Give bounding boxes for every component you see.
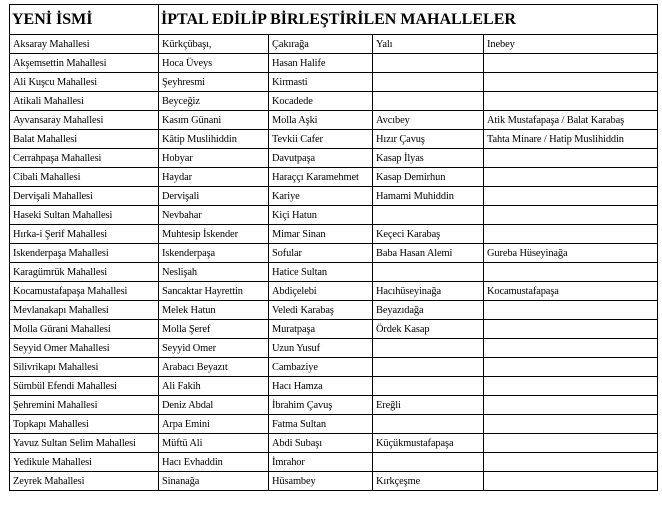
merged-cell-2: Molla Aşki (269, 111, 373, 130)
merged-cell-4: Inebey (484, 35, 658, 54)
new-name-cell: Iskenderpaşa Mahallesi (10, 244, 159, 263)
new-name-cell: Seyyid Omer Mahallesi (10, 339, 159, 358)
header-merged-neighborhoods: İPTAL EDİLİP BİRLEŞTİRİLEN MAHALLELER (159, 5, 658, 35)
table-row (10, 130, 658, 149)
header-row (10, 5, 658, 35)
table-row (10, 263, 658, 282)
merged-cell-3: Baba Hasan Alemi (373, 244, 484, 263)
merged-cell-3 (373, 453, 484, 472)
new-name-cell: Atikali Mahallesi (10, 92, 159, 111)
new-name-cell: Sümbül Efendi Mahallesi (10, 377, 159, 396)
merged-cell-4: Gureba Hüseyinağa (484, 244, 658, 263)
merged-cell-2: Cambaziye (269, 358, 373, 377)
merged-cell-1: Arabacı Beyazıt (159, 358, 269, 377)
table-row (10, 282, 658, 301)
table-row (10, 225, 658, 244)
merged-cell-3: Yalı (373, 35, 484, 54)
new-name-cell: Cerrahpaşa Mahallesi (10, 149, 159, 168)
merged-cell-1: Müftü Ali (159, 434, 269, 453)
merged-cell-1: Iskenderpaşa (159, 244, 269, 263)
merged-cell-4 (484, 54, 658, 73)
merged-cell-2: Davutpaşa (269, 149, 373, 168)
merged-cell-4 (484, 339, 658, 358)
merged-cell-4: Kocamustafapaşa (484, 282, 658, 301)
table-row (10, 320, 658, 339)
merged-cell-3: Ereğli (373, 396, 484, 415)
merged-cell-2: Sofular (269, 244, 373, 263)
table-row (10, 358, 658, 377)
neighborhood-merge-table (9, 4, 658, 491)
new-name-cell: Ayvansaray Mahallesi (10, 111, 159, 130)
merged-cell-3: Kasap Demirhun (373, 168, 484, 187)
table-row (10, 472, 658, 491)
header-new-name: YENİ İSMİ (10, 5, 159, 35)
merged-cell-2: Kirmasti (269, 73, 373, 92)
merged-cell-2: Haraççı Karamehmet (269, 168, 373, 187)
merged-cell-1: Molla Şeref (159, 320, 269, 339)
merged-cell-4 (484, 320, 658, 339)
table-row (10, 187, 658, 206)
merged-cell-1: Kâtip Muslihiddin (159, 130, 269, 149)
merged-cell-4 (484, 358, 658, 377)
merged-cell-3: Avcıbey (373, 111, 484, 130)
merged-cell-1: Neslişah (159, 263, 269, 282)
merged-cell-4 (484, 453, 658, 472)
new-name-cell: Cibali Mahallesi (10, 168, 159, 187)
new-name-cell: Yavuz Sultan Selim Mahallesi (10, 434, 159, 453)
new-name-cell: Ali Kuşcu Mahallesi (10, 73, 159, 92)
new-name-cell: Karagümrük Mahallesi (10, 263, 159, 282)
merged-cell-3: Kırkçeşme (373, 472, 484, 491)
merged-cell-4 (484, 472, 658, 491)
merged-cell-4 (484, 434, 658, 453)
merged-cell-4 (484, 73, 658, 92)
merged-cell-1: Nevbahar (159, 206, 269, 225)
new-name-cell: Şehremini Mahallesi (10, 396, 159, 415)
merged-cell-4 (484, 225, 658, 244)
table-row (10, 149, 658, 168)
new-name-cell: Aksaray Mahallesi (10, 35, 159, 54)
merged-cell-1: Hacı Evhaddin (159, 453, 269, 472)
merged-cell-4: Tahta Minare / Hatip Muslihiddin (484, 130, 658, 149)
merged-cell-3: Hamami Muhiddin (373, 187, 484, 206)
merged-cell-2: Tevkii Cafer (269, 130, 373, 149)
merged-cell-1: Deniz Abdal (159, 396, 269, 415)
merged-cell-2: İbrahim Çavuş (269, 396, 373, 415)
new-name-cell: Zeyrek Mahallesi (10, 472, 159, 491)
new-name-cell: Balat Mahallesi (10, 130, 159, 149)
merged-cell-3 (373, 54, 484, 73)
new-name-cell: Dervişali Mahallesi (10, 187, 159, 206)
merged-cell-4 (484, 415, 658, 434)
table-row (10, 339, 658, 358)
merged-cell-1: Sinanağa (159, 472, 269, 491)
table-row (10, 206, 658, 225)
merged-cell-1: Muhtesip İskender (159, 225, 269, 244)
merged-cell-3 (373, 339, 484, 358)
merged-cell-1: Kasım Günani (159, 111, 269, 130)
table-row (10, 35, 658, 54)
new-name-cell: Mevlanakapı Mahallesi (10, 301, 159, 320)
merged-cell-1: Sancaktar Hayrettin (159, 282, 269, 301)
new-name-cell: Topkapı Mahallesi (10, 415, 159, 434)
new-name-cell: Kocamustafapaşa Mahallesi (10, 282, 159, 301)
merged-cell-1: Melek Hatun (159, 301, 269, 320)
table-body (10, 35, 658, 491)
table-row (10, 244, 658, 263)
new-name-cell: Silivrikapı Mahallesi (10, 358, 159, 377)
new-name-cell: Akşemsettin Mahallesi (10, 54, 159, 73)
merged-cell-4 (484, 396, 658, 415)
merged-cell-4 (484, 149, 658, 168)
table-row (10, 301, 658, 320)
merged-cell-3: Keçeci Karabaş (373, 225, 484, 244)
merged-cell-1: Beyceğiz (159, 92, 269, 111)
merged-cell-2: Veledi Karabaş (269, 301, 373, 320)
table-header (10, 5, 658, 35)
merged-cell-4 (484, 377, 658, 396)
table-row (10, 377, 658, 396)
table-row (10, 54, 658, 73)
merged-cell-3: Kasap İlyas (373, 149, 484, 168)
merged-cell-3: Ördek Kasap (373, 320, 484, 339)
merged-cell-2: Çakırağa (269, 35, 373, 54)
merged-cell-2: Kariye (269, 187, 373, 206)
new-name-cell: Molla Gürani Mahallesi (10, 320, 159, 339)
merged-cell-2: Hatice Sultan (269, 263, 373, 282)
merged-cell-1: Şeyhresmi (159, 73, 269, 92)
merged-cell-1: Dervişali (159, 187, 269, 206)
merged-cell-3 (373, 92, 484, 111)
merged-cell-3: Hızır Çavuş (373, 130, 484, 149)
merged-cell-3 (373, 206, 484, 225)
merged-cell-2: Uzun Yusuf (269, 339, 373, 358)
merged-cell-1: Hobyar (159, 149, 269, 168)
table-row (10, 73, 658, 92)
merged-cell-2: Fatma Sultan (269, 415, 373, 434)
merged-cell-1: Hoca Üveys (159, 54, 269, 73)
table-row (10, 111, 658, 130)
merged-cell-4 (484, 301, 658, 320)
merged-cell-3: Küçükmustafapaşa (373, 434, 484, 453)
merged-cell-3 (373, 377, 484, 396)
merged-cell-2: Hacı Hamza (269, 377, 373, 396)
merged-cell-4 (484, 187, 658, 206)
merged-cell-3: Hacıhüseyinağa (373, 282, 484, 301)
merged-cell-2: Abdiçelebi (269, 282, 373, 301)
merged-cell-4 (484, 168, 658, 187)
table-row (10, 415, 658, 434)
merged-cell-3 (373, 263, 484, 282)
merged-cell-4 (484, 206, 658, 225)
merged-cell-2: Kiçi Hatun (269, 206, 373, 225)
merged-cell-3: Beyazıdağa (373, 301, 484, 320)
table-row (10, 168, 658, 187)
merged-cell-1: Haydar (159, 168, 269, 187)
merged-cell-2: Muratpaşa (269, 320, 373, 339)
merged-cell-2: Abdi Subaşı (269, 434, 373, 453)
merged-cell-4 (484, 263, 658, 282)
merged-cell-1: Seyyid Omer (159, 339, 269, 358)
merged-cell-2: Mimar Sinan (269, 225, 373, 244)
merged-cell-1: Arpa Emini (159, 415, 269, 434)
new-name-cell: Yedikule Mahallesi (10, 453, 159, 472)
merged-cell-4 (484, 92, 658, 111)
merged-cell-4: Atik Mustafapaşa / Balat Karabaş (484, 111, 658, 130)
merged-cell-2: Hasan Halife (269, 54, 373, 73)
merged-cell-2: Hüsambey (269, 472, 373, 491)
table-row (10, 92, 658, 111)
table-row (10, 434, 658, 453)
merged-cell-3 (373, 415, 484, 434)
new-name-cell: Haseki Sultan Mahallesi (10, 206, 159, 225)
new-name-cell: Hırka-i Şerif Mahallesi (10, 225, 159, 244)
merged-cell-1: Ali Fakih (159, 377, 269, 396)
table-row (10, 453, 658, 472)
merged-cell-3 (373, 73, 484, 92)
merged-cell-2: Kocadede (269, 92, 373, 111)
merged-cell-2: İmrahor (269, 453, 373, 472)
merged-cell-3 (373, 358, 484, 377)
table-row (10, 396, 658, 415)
merged-cell-1: Kürkçübaşı, (159, 35, 269, 54)
